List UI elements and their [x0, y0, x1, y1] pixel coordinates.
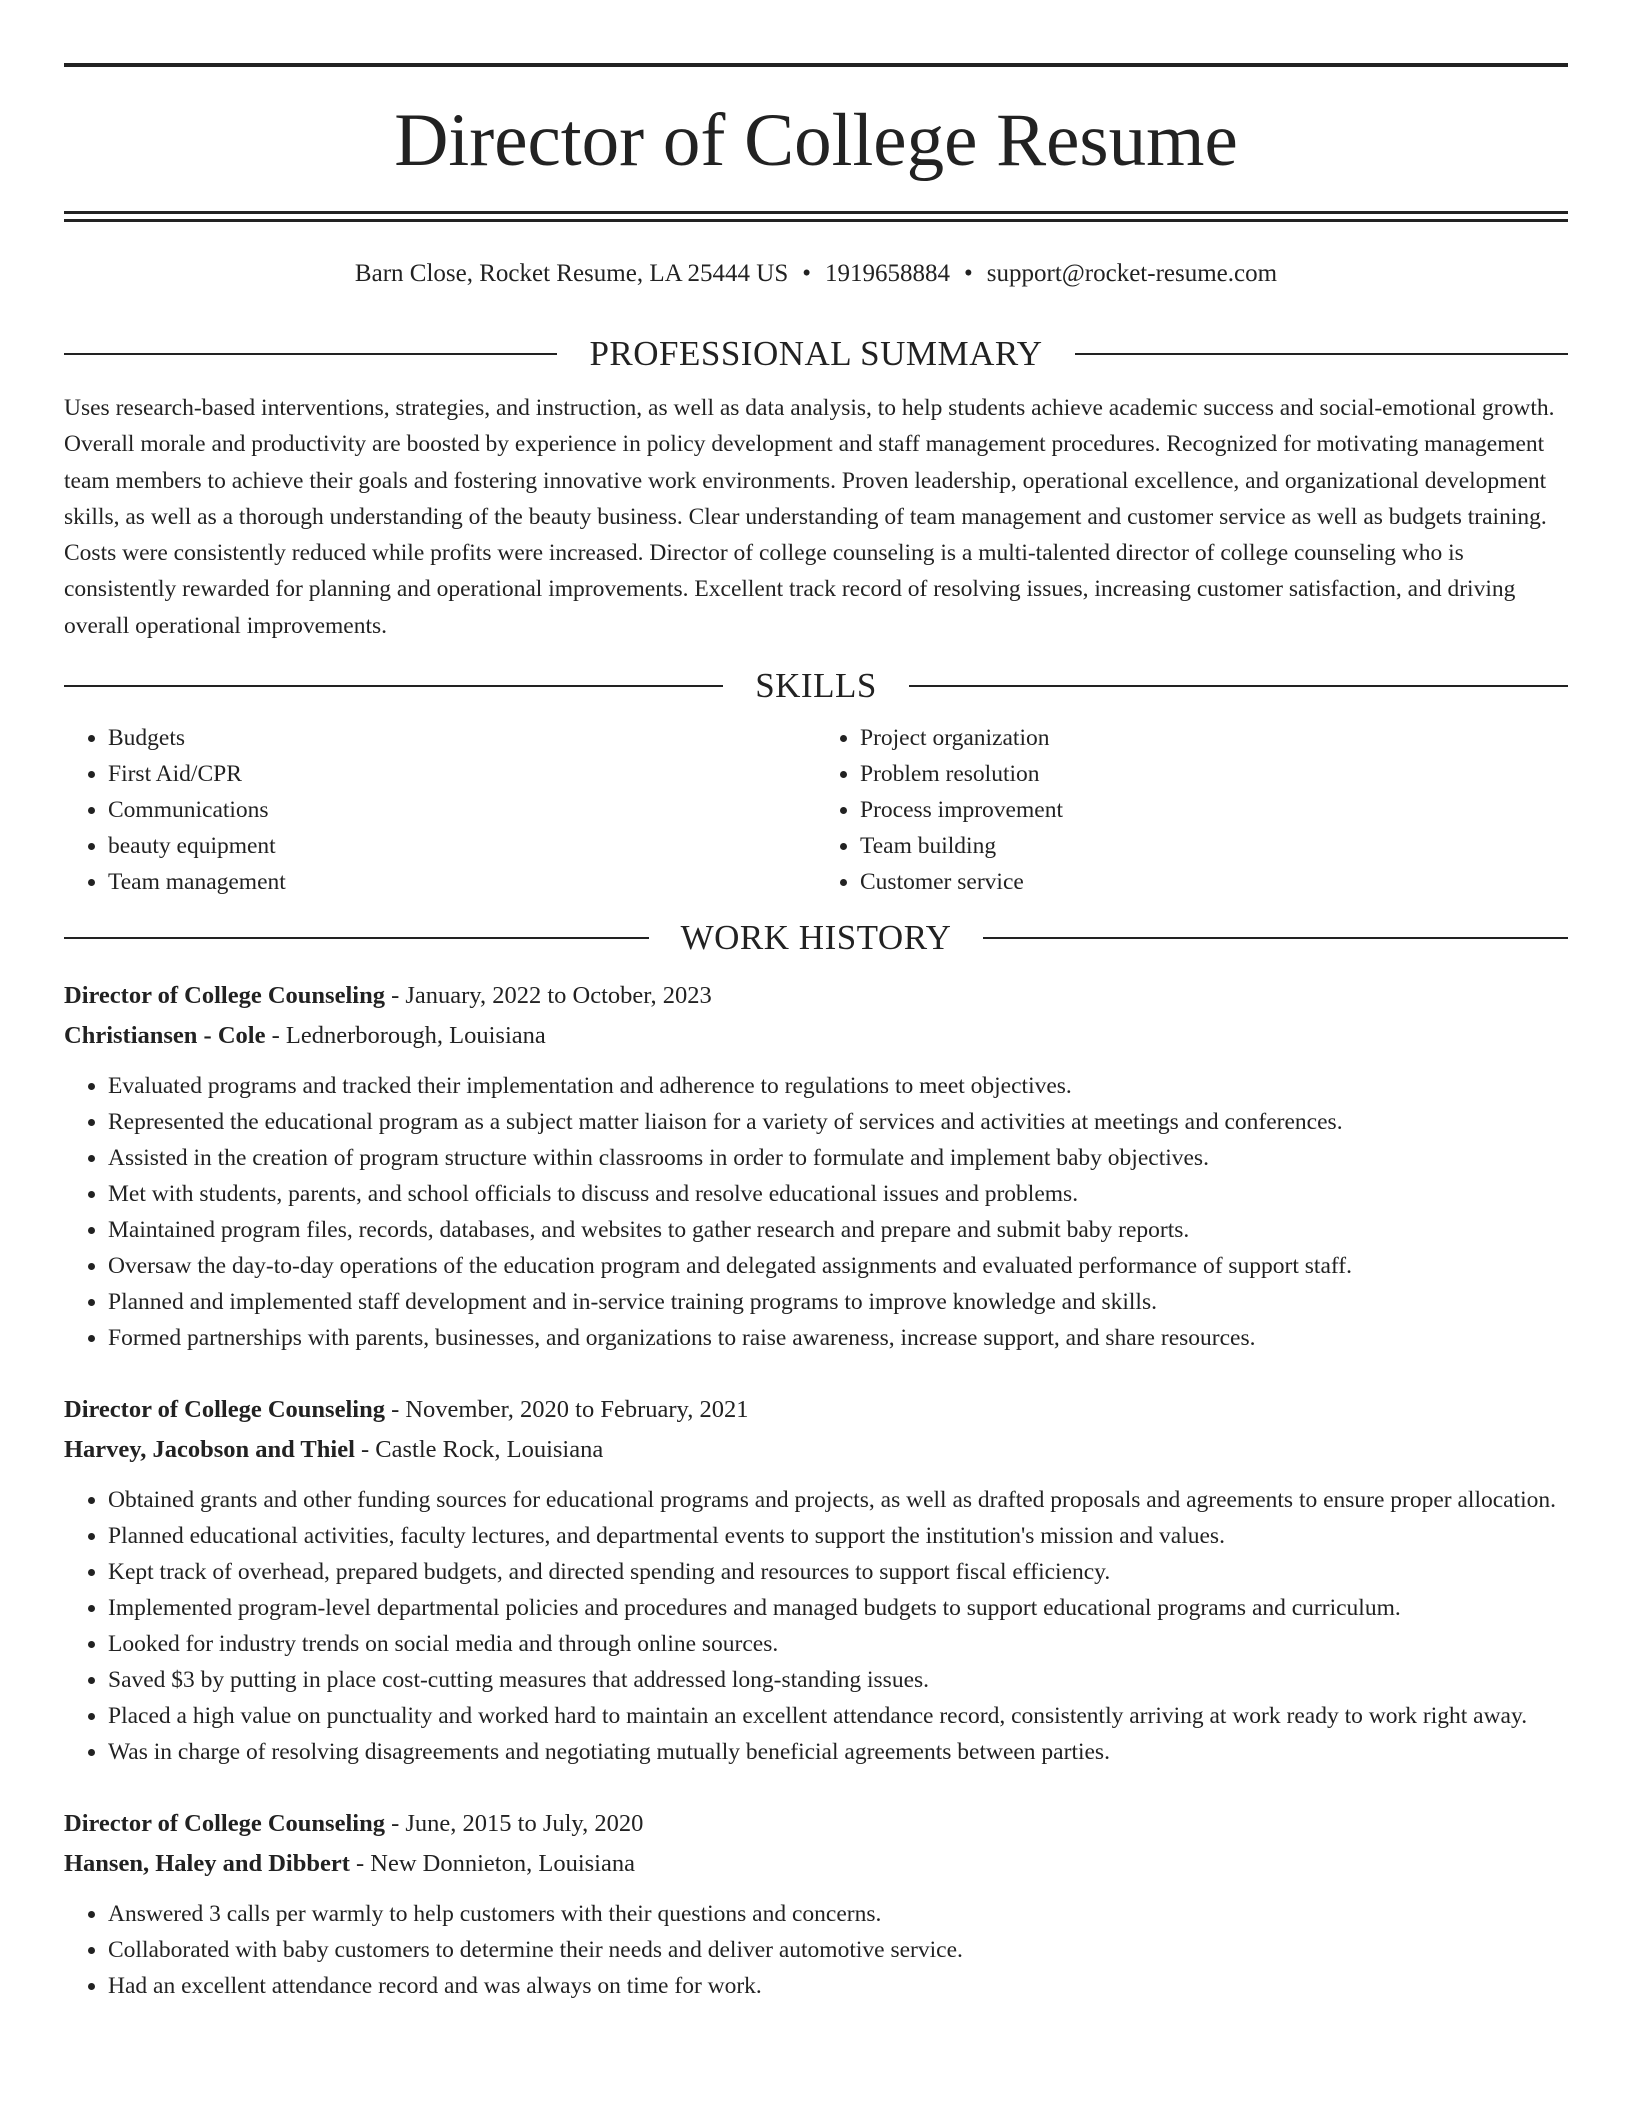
resume-title: Director of College Resume	[394, 99, 1238, 182]
job-bullet: • Kept track of overhead, prepared budgets, and directed spending and resources to support fiscal efficiency.	[108, 1554, 1568, 1590]
skill-item: • Team management	[108, 864, 816, 900]
skill-item: • Team building	[860, 828, 1568, 864]
job-company: Hansen, Haley and Dibbert	[64, 1850, 350, 1878]
heading-rule	[64, 937, 649, 939]
job-bullet: • Represented the educational program as a subject matter liaison for a variety of services and activities at meetings and conferences.	[108, 1104, 1568, 1140]
skills-section-heading	[64, 666, 1568, 706]
job-title: Director of College Counseling	[64, 982, 385, 1010]
job-bullet: • Looked for industry trends on social media and through online sources.	[108, 1626, 1568, 1662]
top-rule	[64, 63, 1568, 67]
job-bullet: • Maintained program files, records, databases, and websites to gather research and prepare and submit baby reports.	[108, 1212, 1568, 1248]
title-double-rule	[64, 211, 1568, 222]
skill-item: • First Aid/CPR	[108, 756, 816, 792]
job-location: - Lednerborough, Louisiana	[265, 1022, 546, 1050]
job-bullet: • Evaluated programs and tracked their implementation and adherence to regulations to meet objectives.	[108, 1068, 1568, 1104]
contact-address: Barn Close, Rocket Resume, LA 25444 US	[354, 260, 789, 287]
job-bullet: • Formed partnerships with parents, businesses, and organizations to raise awareness, increase support, and share resources.	[108, 1320, 1568, 1356]
job-bullet: • Answered 3 calls per warmly to help customers with their questions and concerns.	[108, 1896, 1568, 1932]
job-bullet: • Implemented program-level departmental policies and procedures and managed budgets to support educational programs and curriculum.	[108, 1590, 1568, 1626]
job-dates: - January, 2022 to October, 2023	[384, 982, 712, 1010]
skill-item: • Customer service	[860, 864, 1568, 900]
job-title-line	[64, 1390, 1568, 1430]
contact-separator: •	[964, 260, 973, 287]
job-bullet: • Placed a high value on punctuality and worked hard to maintain an excellent attendance record, consistently arriving at work ready to work right away.	[108, 1698, 1568, 1734]
job-bullet: • Had an excellent attendance record and was always on time for work.	[108, 1968, 1568, 2004]
skills-columns	[64, 720, 1568, 900]
job-bullet: • Collaborated with baby customers to determine their needs and deliver automotive service.	[108, 1932, 1568, 1968]
job-title: Director of College Counseling	[64, 1396, 385, 1424]
job-entry	[64, 1804, 1568, 2004]
contact-line	[64, 258, 1568, 290]
job-company-line	[64, 1844, 1568, 1884]
skill-item: • Process improvement	[860, 792, 1568, 828]
contact-phone: 1919658884	[825, 260, 950, 287]
job-bullet: • Oversaw the day-to-day operations of the education program and delegated assignments and evaluated performance of support staff.	[108, 1248, 1568, 1284]
skills-left-list	[64, 720, 816, 900]
summary-heading-label: PROFESSIONAL SUMMARY	[589, 334, 1043, 373]
job-bullet: • Saved $3 by putting in place cost-cutting measures that addressed long-standing issues.	[108, 1662, 1568, 1698]
skills-heading-label: SKILLS	[755, 666, 877, 706]
summary-paragraph: Uses research-based interventions, strategies, and instruction, as well as data analysis, to help students achieve academic success and social-emotional growth. Overall morale and productivity are boosted by experience in policy development and staff management procedures. Recognized for motivating management team members to achieve their goals and fostering innovative work environments. Proven leadership, operational excellence, and organizational development skills, as well as a thorough understanding of the beauty business. Clear understanding of team management and customer service as well as budgets training. Costs were consistently reduced while profits were increased. Director of college counseling is a multi-talented director of college counseling who is consistently rewarded for planning and operational improvements. Excellent track record of resolving issues, increasing customer satisfaction, and driving overall operational improvements.	[64, 395, 1555, 639]
job-bullet: • Assisted in the creation of program structure within classrooms in order to formulate and implement baby objectives.	[108, 1140, 1568, 1176]
heading-rule	[64, 685, 723, 687]
job-bullet: • Was in charge of resolving disagreements and negotiating mutually beneficial agreements between parties.	[108, 1734, 1568, 1770]
job-bullet: • Obtained grants and other funding sources for educational programs and projects, as well as drafted proposals and agreements to ensure proper allocation.	[108, 1482, 1568, 1518]
job-title-line	[64, 1804, 1568, 1844]
heading-rule	[909, 685, 1568, 687]
summary-section-heading	[64, 334, 1568, 374]
job-company: Christiansen - Cole	[64, 1022, 266, 1050]
heading-rule	[1075, 353, 1568, 355]
job-entry	[64, 976, 1568, 1356]
skill-item: • beauty equipment	[108, 828, 816, 864]
skill-item: • Problem resolution	[860, 756, 1568, 792]
job-bullet: • Met with students, parents, and school officials to discuss and resolve educational issues and problems.	[108, 1176, 1568, 1212]
job-bullets	[64, 1896, 1568, 2004]
resume-page	[64, 0, 1568, 2004]
work-heading-label: WORK HISTORY	[680, 918, 952, 958]
skill-item: • Project organization	[860, 720, 1568, 756]
job-dates: - June, 2015 to July, 2020	[384, 1810, 644, 1838]
job-title-line	[64, 976, 1568, 1016]
job-bullet: • Planned and implemented staff development and in-service training programs to improve knowledge and skills.	[108, 1284, 1568, 1320]
contact-email: support@rocket-resume.com	[986, 260, 1278, 287]
job-company-line	[64, 1430, 1568, 1470]
job-title: Director of College Counseling	[64, 1810, 385, 1838]
heading-rule	[983, 937, 1568, 939]
job-bullet: • Planned educational activities, faculty lectures, and departmental events to support the institution's mission and values.	[108, 1518, 1568, 1554]
heading-rule	[64, 353, 557, 355]
job-company-line	[64, 1016, 1568, 1056]
job-entry	[64, 1390, 1568, 1770]
skill-item: • Budgets	[108, 720, 816, 756]
work-section-heading	[64, 918, 1568, 958]
skill-item: • Communications	[108, 792, 816, 828]
skills-right-list	[816, 720, 1568, 900]
job-company: Harvey, Jacobson and Thiel	[64, 1436, 355, 1464]
job-bullets	[64, 1068, 1568, 1356]
job-location: - Castle Rock, Louisiana	[354, 1436, 604, 1464]
job-location: - New Donnieton, Louisiana	[349, 1850, 635, 1878]
contact-separator: •	[802, 260, 811, 287]
job-bullets	[64, 1482, 1568, 1770]
job-dates: - November, 2020 to February, 2021	[384, 1396, 749, 1424]
